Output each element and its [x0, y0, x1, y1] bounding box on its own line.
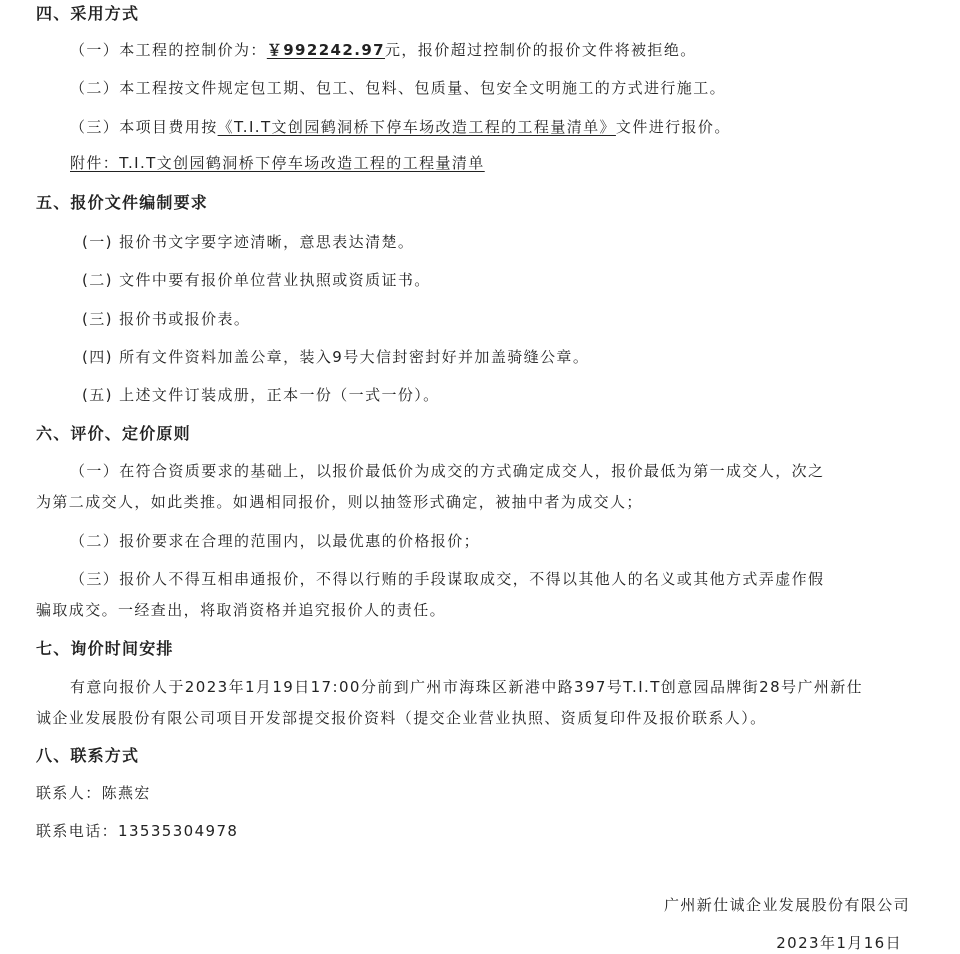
section-8-heading: 八、联系方式: [36, 746, 140, 765]
section-5-item-3: (三) 报价书或报价表。: [82, 310, 251, 328]
item-1-suffix: 元，报价超过控制价的报价文件将被拒绝。: [385, 41, 697, 59]
section-5-heading: 五、报价文件编制要求: [36, 193, 209, 212]
section-4-item-1: [70, 39, 697, 61]
section-7-line-2: 诚企业发展股份有限公司项目开发部提交报价资料（提交企业营业执照、资质复印件及报价联系人）。: [36, 709, 767, 727]
section-6-item-3-line-2: 骗取成交。一经查出，将取消资格并追究报价人的责任。: [36, 601, 447, 619]
section-7-line-1: 有意向报价人于2023年1月19日17:00分前到广州市海珠区新港中路397号T.I.T创意园品牌街28号广州新仕: [70, 678, 864, 696]
section-4-item-3: [70, 116, 731, 138]
section-5-item-1: (一) 报价书文字要字迹清晰，意思表达清楚。: [82, 233, 415, 251]
section-6-item-2: （二）报价要求在合理的范围内，以最优惠的价格报价；: [70, 532, 481, 550]
section-4-heading: 四、采用方式: [36, 4, 140, 23]
footer-company: 广州新仕诚企业发展股份有限公司: [663, 896, 910, 914]
item-1-prefix: （一）本工程的控制价为：: [70, 41, 267, 59]
section-7-heading: 七、询价时间安排: [36, 639, 174, 658]
attachment-line: 附件：T.I.T文创园鹤洞桥下停车场改造工程的工程量清单: [70, 154, 485, 172]
section-5-item-5: (五) 上述文件订装成册，正本一份（一式一份）。: [82, 386, 440, 404]
section-5-item-2: (二) 文件中要有报价单位营业执照或资质证书。: [82, 271, 431, 289]
footer-date: 2023年1月16日: [776, 934, 902, 952]
section-6-item-1-line-1: （一）在符合资质要求的基础上，以报价最低价为成交的方式确定成交人，报价最低为第一成交人，次之: [70, 462, 825, 480]
section-6-heading: 六、评价、定价原则: [36, 424, 191, 443]
contact-phone: 联系电话：13535304978: [36, 822, 239, 840]
item-3-prefix: （三）本项目费用按: [70, 118, 218, 136]
section-4-item-2: （二）本工程按文件规定包工期、包工、包料、包质量、包安全文明施工的方式进行施工。: [70, 79, 727, 97]
section-6-item-1-line-2: 为第二成交人，如此类推。如遇相同报价，则以抽签形式确定，被抽中者为成交人；: [36, 493, 643, 511]
contact-person: 联系人：陈燕宏: [36, 784, 151, 802]
control-price: ￥992242.97: [266, 41, 386, 59]
section-5-item-4: (四) 所有文件资料加盖公章，装入9号大信封密封好并加盖骑缝公章。: [82, 348, 590, 366]
item-3-suffix: 文件进行报价。: [615, 118, 731, 136]
bill-of-quantities-link: 《T.I.T文创园鹤洞桥下停车场改造工程的工程量清单》: [217, 118, 616, 136]
section-6-item-3-line-1: （三）报价人不得互相串通报价，不得以行贿的手段谋取成交，不得以其他人的名义或其他方式弄虚作假: [70, 570, 825, 588]
